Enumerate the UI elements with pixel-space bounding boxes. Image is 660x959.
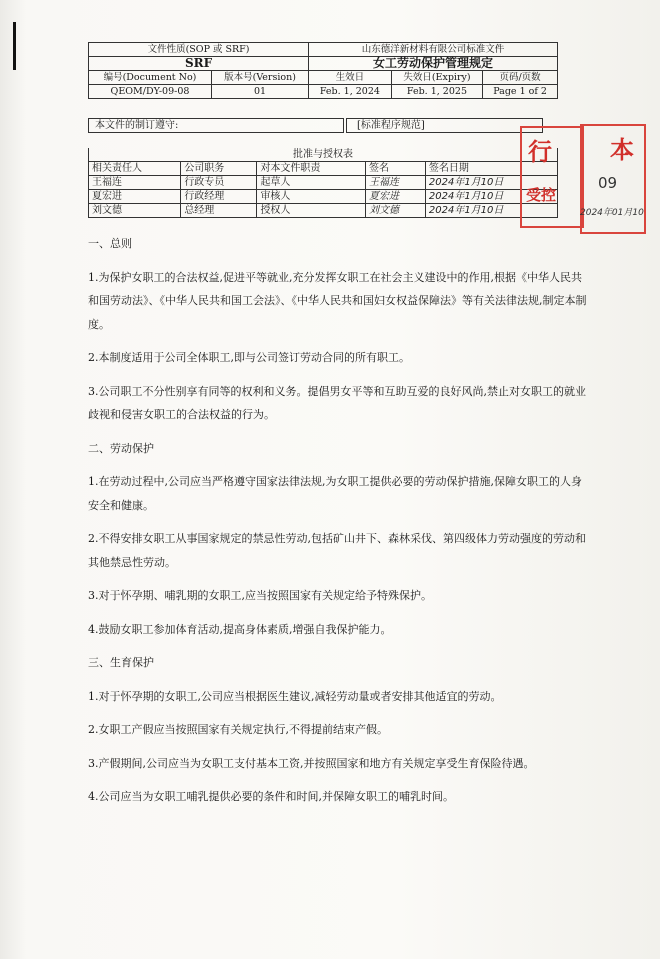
col-header: 相关责任人 — [89, 162, 181, 176]
col-header: 公司职务 — [181, 162, 257, 176]
effective-date: Feb. 1, 2024 — [309, 85, 392, 99]
person-name: 刘文德 — [89, 204, 181, 218]
paragraph: 2.女职工产假应当按照国家有关规定执行,不得提前结束产假。 — [88, 723, 388, 736]
stamp-text: 受控 — [526, 186, 557, 204]
col-header: 签名日期 — [425, 162, 557, 176]
approval-caption: 批准与授权表 — [89, 148, 558, 162]
person-role: 总经理 — [181, 204, 257, 218]
paragraph: 3.对于怀孕期、哺乳期的女职工,应当按照国家有关规定给予特殊保护。 — [88, 589, 432, 602]
scope-label: 本文件的制订遵守: — [88, 118, 344, 133]
page-number: Page 1 of 2 — [483, 85, 558, 99]
approval-header-row — [89, 162, 558, 176]
label-effective: 生效日 — [309, 71, 392, 85]
header-table — [88, 42, 558, 99]
label-expiry: 失效日(Expiry) — [391, 71, 482, 85]
section-heading: 二、劳动保护 — [88, 441, 154, 455]
paragraph: 1.对于怀孕期的女职工,公司应当根据医生建议,减轻劳动量或者安排其他适宜的劳动。 — [88, 689, 502, 703]
person-duty: 审核人 — [257, 190, 366, 204]
label-version: 版本号(Version) — [211, 71, 308, 85]
person-duty: 起草人 — [257, 176, 366, 190]
expiry-date: Feb. 1, 2025 — [391, 85, 482, 99]
sign-date: 2024年1月10日 — [425, 190, 557, 204]
binder-mark — [13, 22, 16, 70]
stamp-number: 09 — [598, 174, 618, 192]
label-page: 页码/页数 — [483, 71, 558, 85]
section-heading: 三、生育保护 — [88, 656, 154, 669]
col-header: 对本文件职责 — [257, 162, 366, 176]
person-role: 行政经理 — [181, 190, 257, 204]
label-doc-nature: 文件性质(SOP 或 SRF) — [89, 43, 309, 57]
doc-no: QEOM/DY-09-08 — [89, 85, 212, 99]
approval-table — [88, 148, 558, 218]
paragraph: 4.鼓励女职工参加体育活动,提高身体素质,增强自我保护能力。 — [88, 622, 392, 636]
doc-title: 女工劳动保护管理规定 — [309, 57, 558, 71]
col-header: 签名 — [365, 162, 425, 176]
person-duty: 授权人 — [257, 204, 366, 218]
handwritten-date: 2024年01月10 — [580, 208, 644, 218]
person-role: 行政专员 — [181, 176, 257, 190]
scope-value: [标准程序规范] — [346, 118, 543, 133]
table-row — [89, 204, 558, 218]
section-heading: 一、总则 — [88, 237, 132, 250]
signature: 王福连 — [365, 176, 425, 190]
label-doc-no: 编号(Document No) — [89, 71, 212, 85]
paragraph: 3.产假期间,公司应当为女职工支付基本工资,并按照国家和地方有关规定享受生育保险待遇。 — [88, 756, 535, 770]
paragraph: 3.公司职工不分性别享有同等的权利和义务。提倡男女平等和互助互爱的良好风尚,禁止对女职工的就业歧视和侵害女职工的合法权益的行为。 — [88, 384, 586, 421]
table-row — [89, 176, 558, 190]
paragraph: 2.不得安排女职工从事国家规定的禁忌性劳动,包括矿山井下、森林采伐、第四级体力劳动强度的劳动和其他禁忌性劳动。 — [88, 532, 586, 569]
sign-date: 2024年1月10日 — [425, 176, 557, 190]
company-standard: 山东德洋新材料有限公司标准文件 — [309, 43, 558, 57]
table-row — [89, 190, 558, 204]
signature: 刘文德 — [365, 204, 425, 218]
paragraph: 4.公司应当为女职工哺乳提供必要的条件和时间,并保障女职工的哺乳时间。 — [88, 790, 454, 803]
document-body — [88, 232, 588, 809]
person-name: 夏宏进 — [89, 190, 181, 204]
sign-date: 2024年1月10日 — [425, 204, 557, 218]
paragraph: 1.在劳动过程中,公司应当严格遵守国家法律法规,为女职工提供必要的劳动保护措施,保障女职工的人身安全和健康。 — [88, 475, 582, 512]
version: 01 — [211, 85, 308, 99]
person-name: 王福连 — [89, 176, 181, 190]
scope-row — [88, 118, 558, 132]
paragraph: 1.为保护女职工的合法权益,促进平等就业,充分发挥女职工在社会主义建设中的作用,根据《中华人民共和国劳动法》、《中华人民共和国工会法》、《中华人民共和国妇女权益保障法》等有关法律法规,制定本制度。 — [88, 270, 587, 331]
doc-nature: SRF — [89, 57, 309, 71]
paragraph: 2.本制度适用于公司全体职工,即与公司签订劳动合同的所有职工。 — [88, 351, 410, 364]
controlled-stamp — [520, 126, 584, 228]
stamp-text: 本 — [610, 136, 634, 164]
stamp-text: 行 — [528, 138, 552, 166]
signature: 夏宏进 — [365, 190, 425, 204]
